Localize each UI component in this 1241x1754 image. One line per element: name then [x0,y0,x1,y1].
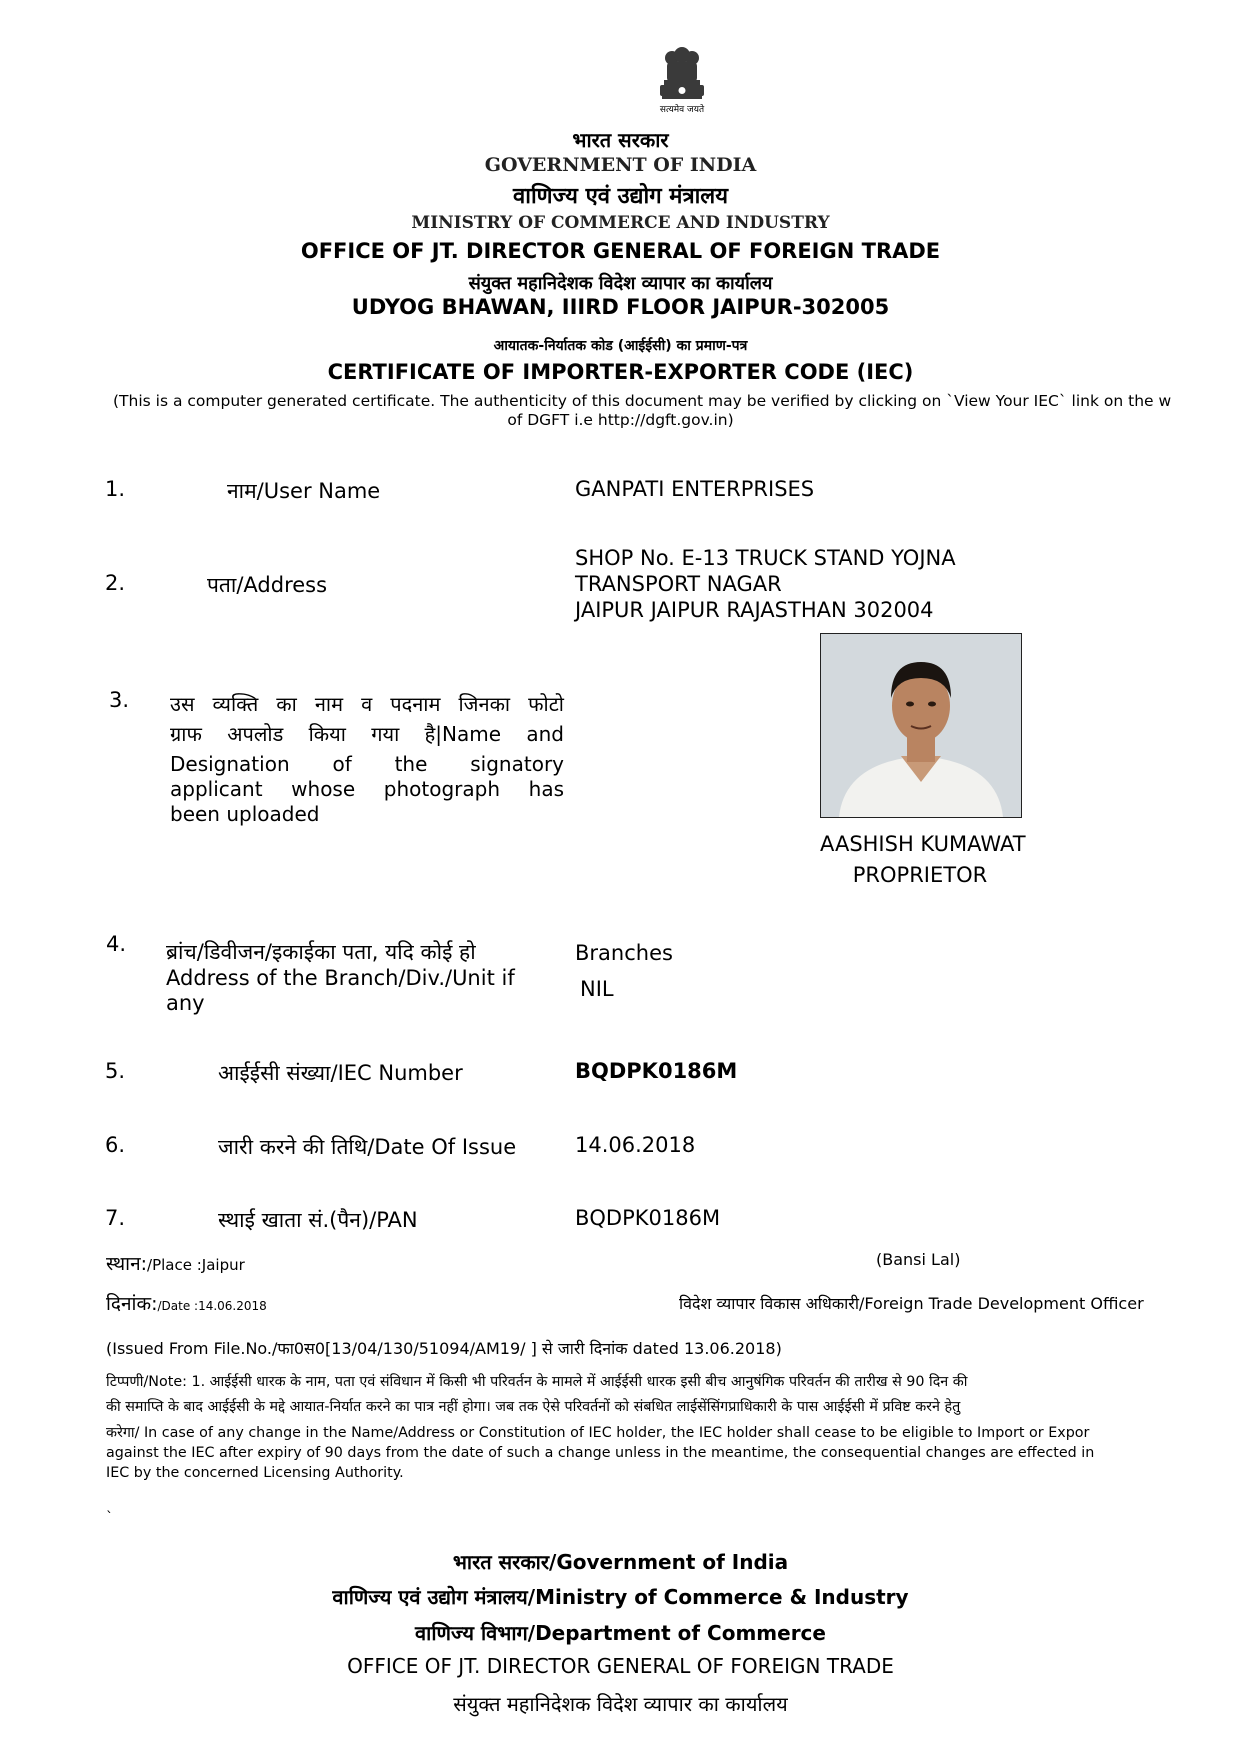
user-name-value: GANPATI ENTERPRISES [575,477,815,501]
field-6-label: जारी करने की तिथि/Date Of Issue [218,1135,517,1159]
signatory-designation: PROPRIETOR [852,863,988,887]
place-prefix: स्थान: [106,1253,148,1275]
field-3-label [170,692,564,827]
address-line-2: TRANSPORT NAGAR [575,572,782,596]
footer-office: OFFICE OF JT. DIRECTOR GENERAL OF FOREIGN TRADE [347,1654,894,1678]
field-4-number: 4. [106,932,127,956]
officer-designation: विदेश व्यापार विकास अधिकारी/Foreign Trade Development Officer [679,1294,1144,1313]
issued-from: (Issued From File.No./फा0स0[13/04/130/51094/AM19/ ] से जारी दिनांक dated 13.06.2018) [106,1339,782,1358]
place-value: /Place :Jaipur [147,1256,245,1274]
footer-ministry: वाणिज्य एवं उद्योग मंत्रालय/Ministry of Commerce & Industry [332,1585,909,1609]
stray-mark: ` [106,1510,113,1526]
date-value: /Date :14.06.2018 [157,1299,267,1313]
office-title-hindi: संयुक्त महानिदेशक विदेश व्यापार का कार्यालय [468,273,773,294]
note-line-1: टिप्पणी/Note: 1. आईईसी धारक के नाम, पता एवं संविधान में किसी भी परिवर्तन के मामले में आईईसी धारक इसी बीच आनुषंगिक परिवर्तन की तारीख से 90 दिन की [106,1374,968,1390]
field-3-label-line-1: उस व्यक्ति का नाम व पदनाम जिनका फोटो [170,692,564,716]
field-3-label-line-4: applicant whose photograph has [170,777,564,801]
address-line-3: JAIPUR JAIPUR RAJASTHAN 302004 [575,598,934,622]
field-5-number: 5. [105,1059,126,1083]
field-4-label-line-1: ब्रांच/डिवीजन/इकाईका पता, यदि कोई हो [166,940,476,964]
field-7-label: स्थाई खाता सं.(पैन)/PAN [218,1208,418,1232]
note-line-3: करेगा/ In case of any change in the Name/Address or Constitution of IEC holder, the IEC holder shall cease to be eligible to Import or Expor [106,1425,1090,1441]
date-line [106,1290,267,1316]
field-5-label: आईईसी संख्या/IEC Number [218,1061,463,1085]
field-2-number: 2. [105,571,126,595]
disclaimer-line-2: of DGFT i.e http://dgft.gov.in) [507,411,734,429]
field-2-label: पता/Address [207,573,328,597]
emblem-motto: सत्यमेव जयते [659,105,705,115]
disclaimer-line-1: (This is a computer generated certificate. The authenticity of this document may be verified by clicking on `View Your IEC` link on the w [113,392,1172,410]
ministry-hindi: वाणिज्य एवं उद्योग मंत्रालय [513,183,728,209]
note-block [106,1372,1211,1483]
note-line-5: IEC by the concerned Licensing Authority. [106,1465,404,1481]
person-photo-icon [821,634,1021,817]
signatory-name: AASHISH KUMAWAT [820,832,1026,856]
address-line-1: SHOP No. E-13 TRUCK STAND YOJNA [575,546,956,570]
field-3-number: 3. [109,688,130,712]
footer-office-hindi: संयुक्त महानिदेशक विदेश व्यापार का कार्यालय [453,1692,788,1716]
field-3-label-line-2: ग्राफ अपलोड किया गया है|Name and [170,722,564,746]
ministry-english: MINISTRY OF COMMERCE AND INDUSTRY [411,213,830,233]
certificate-title-hindi: आयातक-निर्यातक कोड (आईईसी) का प्रमाण-पत्र [493,338,748,354]
field-3-label-line-5: been uploaded [170,802,320,826]
office-title: OFFICE OF JT. DIRECTOR GENERAL OF FOREIGN TRADE [300,239,941,263]
field-1-label: नाम/User Name [227,479,381,503]
gov-english: GOVERNMENT OF INDIA [484,154,757,176]
note-line-2: की समाप्ति के बाद आईईसी के मद्दे आयात-निर्यात करने का पात्र नहीं होगा। जब तक ऐसे परिवर्तनों को संबधित लाईसेंसिंगप्राधिकारी के पास आईईसी में प्रविष्ट करने हेतु [106,1399,961,1415]
note-line-4: against the IEC after expiry of 90 days from the date of such a change unless in the meantime, the consequential changes are effected in [106,1445,1095,1461]
footer-department: वाणिज्य विभाग/Department of Commerce [415,1621,826,1645]
place-line [106,1250,245,1276]
field-6-number: 6. [105,1133,126,1157]
footer-government: भारत सरकार/Government of India [452,1550,789,1574]
field-7-number: 7. [105,1206,126,1230]
office-address: UDYOG BHAWAN, IIIRD FLOOR JAIPUR-302005 [351,295,890,319]
date-prefix: दिनांक: [106,1293,158,1315]
branches-heading: Branches [575,941,673,965]
applicant-photo [820,633,1022,818]
field-4-label-line-2: Address of the Branch/Div./Unit if [166,966,515,990]
pan-value: BQDPK0186M [575,1206,721,1230]
field-1-number: 1. [105,477,126,501]
iec-number-value: BQDPK0186M [575,1059,738,1083]
gov-hindi: भारत सरकार [572,128,669,152]
certificate-title: CERTIFICATE OF IMPORTER-EXPORTER CODE (IEC) [327,360,914,384]
date-of-issue-value: 14.06.2018 [575,1133,696,1157]
officer-name: (Bansi Lal) [876,1250,961,1269]
field-3-label-line-3: Designation of the signatory [170,752,564,776]
branches-value: NIL [580,977,614,1001]
field-4-label-line-3: any [166,991,205,1015]
